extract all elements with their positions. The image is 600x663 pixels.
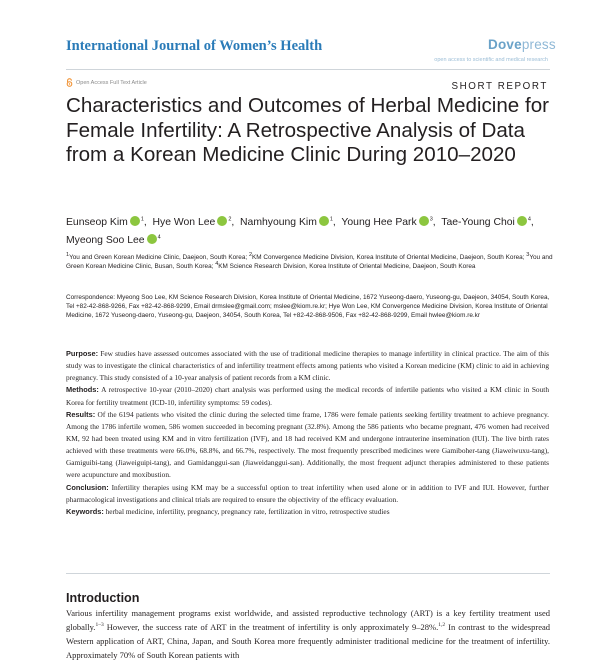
abstract-keywords [66, 506, 549, 518]
author-affiliation-ref: 1 [329, 216, 333, 223]
publisher-tagline: open access to scientific and medical research [434, 57, 548, 63]
author-affiliation-ref: 4 [157, 234, 161, 241]
author-affiliation-ref: 3 [429, 216, 433, 223]
open-access-line [66, 78, 147, 87]
orcid-icon[interactable] [319, 216, 329, 226]
section-label: Keywords: [66, 506, 104, 516]
orcid-icon[interactable] [517, 216, 527, 226]
open-access-icon [66, 78, 73, 87]
article-title: Characteristics and Outcomes of Herbal Medicine for Female Infertility: A Retrospective Analysis of Data from a Korean Medicine Clinic During 2010–2020 [66, 94, 550, 167]
journal-name: International Journal of Women’s Health [66, 38, 323, 54]
affiliation: You and Green Korean Medicine Clinic, Daejeon, South Korea; [69, 254, 249, 261]
affiliation: KM Science Research Division, Korea Institute of Oriental Medicine, Daejeon, South Korea [218, 263, 476, 271]
paragraph-text: Various infertility management programs exist worldwide, and assisted reproductive technology (ART) is a key fertility treatment used globally. [66, 608, 550, 633]
section-label: Results: [66, 409, 96, 419]
section-label: Purpose: [66, 349, 99, 358]
section-text: A retrospective 10-year (2010–2020) chart analysis was performed using the medical records of infertile patients who visited a KM clinic in South Korea for fertility treatment (ICD-10, infertility symptoms: 59 codes). [66, 385, 549, 407]
citation-link[interactable]: 1,2 [438, 622, 446, 629]
abstract-purpose [66, 348, 549, 384]
author-name[interactable]: Namhyoung Kim [240, 217, 317, 228]
section-text: Infertility therapies using KM may be a successful option to treat infertility when used alone or in addition to IVF and IUI. However, further pharmacological investigations and clinical trials are required to ensure the objectivity of the efficacy evaluation. [66, 482, 549, 504]
paragraph-text: However, the success rate of ART in the treatment of infertility is only approximately 9–28%. [103, 622, 439, 633]
section-text: Few studies have assessed outcomes associated with the use of traditional medicine therapies to manage infertility in clinical practice. The aim of this study was to investigate the clinical characteristics of and infertility treatment effects among patients who visited a Korean medicine (KM) clinic to aid in achieving pregnancy. This study consisted of a 10-year analysis of patient records from a KM clinic. [66, 349, 549, 383]
author-affiliation-ref: 2 [228, 216, 232, 223]
brand-dove: Dove [488, 37, 522, 52]
affiliation-number: 4 [215, 261, 219, 268]
brand-press: press [521, 37, 556, 52]
section-label: Methods: [66, 385, 99, 395]
affiliation-number: 1 [66, 251, 70, 258]
abstract-divider [66, 573, 550, 574]
orcid-icon[interactable] [130, 216, 140, 226]
section-label: Conclusion: [66, 482, 109, 492]
orcid-icon[interactable] [419, 216, 429, 226]
abstract-methods [66, 384, 549, 408]
affiliation: KM Convergence Medicine Division, Korea Institute of Oriental Medicine, Daejeon, South Korea; [252, 254, 527, 261]
affiliation-number: 2 [248, 251, 253, 258]
citation-link[interactable]: 1–3 [95, 622, 104, 629]
author-list: Eunseop Kim $^1$, Hye Won Lee $^2$, Namhyoung Kim $^1$, Young Hee Park $^3$, Tae-Young Choi $^4$, Myeong Soo Lee $^4$ [66, 216, 534, 246]
author-affiliation-ref: 1 [140, 216, 144, 223]
publisher-logo[interactable] [488, 37, 556, 52]
affiliation-number: 3 [526, 251, 530, 258]
author-name[interactable]: Tae-Young Choi [441, 217, 515, 228]
correspondence: Correspondence: Myeong Soo Lee, KM Science Research Division, Korea Institute of Oriental Medicine, 1672 Yuseong-daero, Yuseong-gu, Daejeon, 34054, South Korea, Tel +82-42-868-9266, Fax +82-42-868-9299, Email drmslee@gmail.com; mslee@kiom.re.kr; Hye Won Lee, KM Convergence Medicine Division, Korea Institute of Oriental Medicine, 1672 Yuseong-daero, Yuseong-gu, Daejeon, 34054, South Korea, Tel +82-42-868-9506, Fax +82-42-868-9299, Email hwlee@kiom.re.kr [66, 294, 550, 320]
header-divider [66, 69, 550, 70]
open-access-label: Open Access Full Text Article [76, 79, 147, 86]
article-type: SHORT REPORT [451, 81, 548, 92]
section-heading: Introduction [66, 591, 140, 605]
author-name[interactable]: Myeong Soo Lee [66, 235, 145, 246]
section-text: herbal medicine, infertility, pregnancy, pregnancy rate, fertilization in vitro, retrospective studies [103, 506, 390, 516]
orcid-icon[interactable] [147, 234, 157, 244]
author-affiliation-ref: 4 [527, 216, 531, 223]
author-name[interactable]: Young Hee Park [341, 217, 417, 228]
abstract-results [66, 409, 549, 482]
affiliation: You and Green Korean Medicine Clinic, Busan, South Korea; [66, 254, 553, 271]
section-text: Of the 6194 patients who visited the clinic during the selected time frame, 1786 were female patients seeking fertility treatment to achieve pregnancy. Among the 1786 infertile women, 586 women succeeded in becoming pregnant (32.8%). Among the 586 patients who became pregnant, 476 women had received KM, 92 had been treated using KM and in vitro fertilization (IVF), and 18 had received KM and undergone intrauterine insemination (IUI). The live birth rates achieved with these treatments were 66.0%, 68.8%, and 66.7%, respectively. The most frequently prescribed medicines were Gamiboher-tang (Jiaweiwuxu-tang), Gamiguibi-tang (Jiaweiguipi-tang), and Gamidanggui-san (Jiaweidanggui-san). Additionally, the most frequent adjunct therapies administered to these patients were acupuncture and moxibustion. [66, 409, 549, 480]
abstract [66, 348, 549, 518]
author-name[interactable]: Eunseop Kim [66, 217, 128, 228]
author-name[interactable]: Hye Won Lee [152, 217, 216, 228]
orcid-icon[interactable] [217, 216, 227, 226]
introduction-text [66, 606, 550, 662]
affiliations [66, 253, 554, 271]
abstract-conclusion [66, 482, 549, 506]
paragraph-text: In contrast to the widespread Western application of ART, China, Japan, and South Korea more frequently administer traditional medicine for the treatment of infertility. Approximately 70% of South Korean patients with [66, 622, 550, 661]
